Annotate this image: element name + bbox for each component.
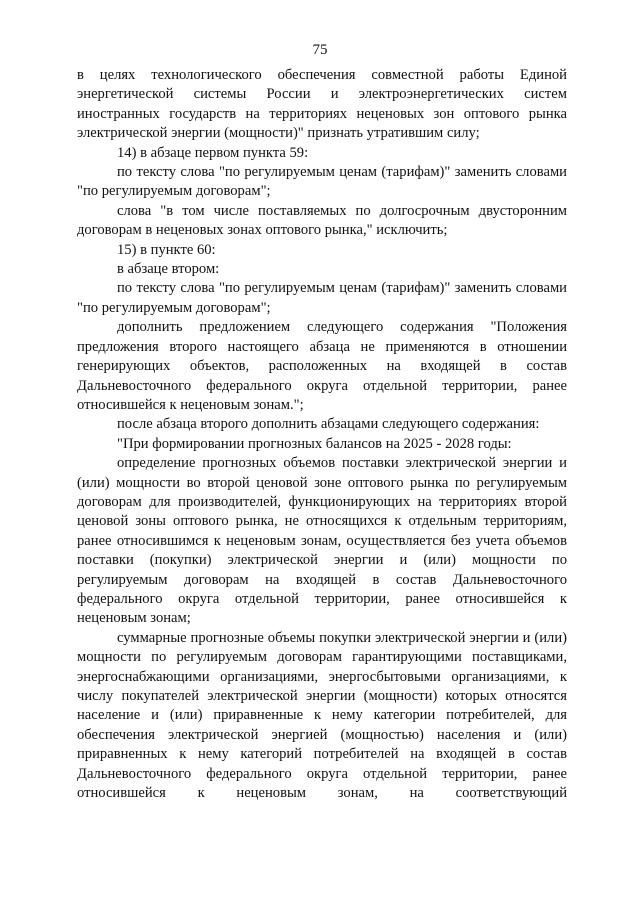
paragraph-2: 14) в абзаце первом пункта 59: (117, 144, 309, 161)
paragraph-11: определение прогнозных объемов поставки электрической энергии и (или) мощности во второй ценовой зоне оптового рынка по регулируемым договорам для производителей, функционирующих на территориях второй ценовой зоны оптового рынка, не относящихся к отдельным территориям, ранее относившимся к неценовым зонам, осуществляется без учета объемов поставки (покупки) электрической энергии и (или) мощности по регулируемым договорам на входящей в состав Дальневосточного федерального округа отдельной территории, ранее относившейся к неценовым зонам; (77, 455, 567, 627)
paragraph-9: после абзаца второго дополнить абзацами следующего содержания: (117, 416, 540, 433)
paragraph-1: в целях технологического обеспечения совместной работы Единой энергетической системы России и электроэнергетических систем иностранных государств на территориях неценовых зон оптового рынка электрической энергии (мощности)" признать утратившим силу; (77, 67, 567, 142)
paragraph-6: в абзаце втором: (117, 261, 220, 278)
paragraph-3: по тексту слова "по регулируемым ценам (тарифам)" заменить словами "по регулируемым договорам"; (77, 164, 567, 200)
paragraph-5: 15) в пункте 60: (117, 241, 216, 258)
paragraph-4: слова "в том числе поставляемых по долгосрочным двусторонним договорам в неценовых зонах оптового рынка," исключить; (77, 202, 567, 239)
paragraph-7: по тексту слова "по регулируемым ценам (тарифам)" заменить словами "по регулируемым договорам"; (77, 280, 567, 316)
document-body (77, 66, 567, 803)
paragraph-12: суммарные прогнозные объемы покупки электрической энергии и (или) мощности по регулируемым договорам гарантирующими поставщиками, энергоснабжающими организациями, энергосбытовыми организациями, к числу покупателей электрической энергии (мощности) которых относятся население и (или) приравненные к нему категории потребителей, для обеспечения электрической энергией (мощностью) населения и (или) приравненных к нему категорий потребителей на входящей в состав Дальневосточного федерального округа отдельной территории, ранее относившейся к неценовым зонам, на соответствующий (77, 629, 567, 802)
page-number: 75 (312, 42, 328, 58)
paragraph-10: "При формировании прогнозных балансов на 2025 - 2028 годы: (117, 435, 512, 452)
paragraph-8: дополнить предложением следующего содержания "Положения предложения второго настоящего абзаца не применяются в отношении генерирующих объектов, расположенных на входящей в состав Дальневосточного федерального округа отдельной территории, ранее относившейся к неценовым зонам."; (77, 319, 567, 413)
